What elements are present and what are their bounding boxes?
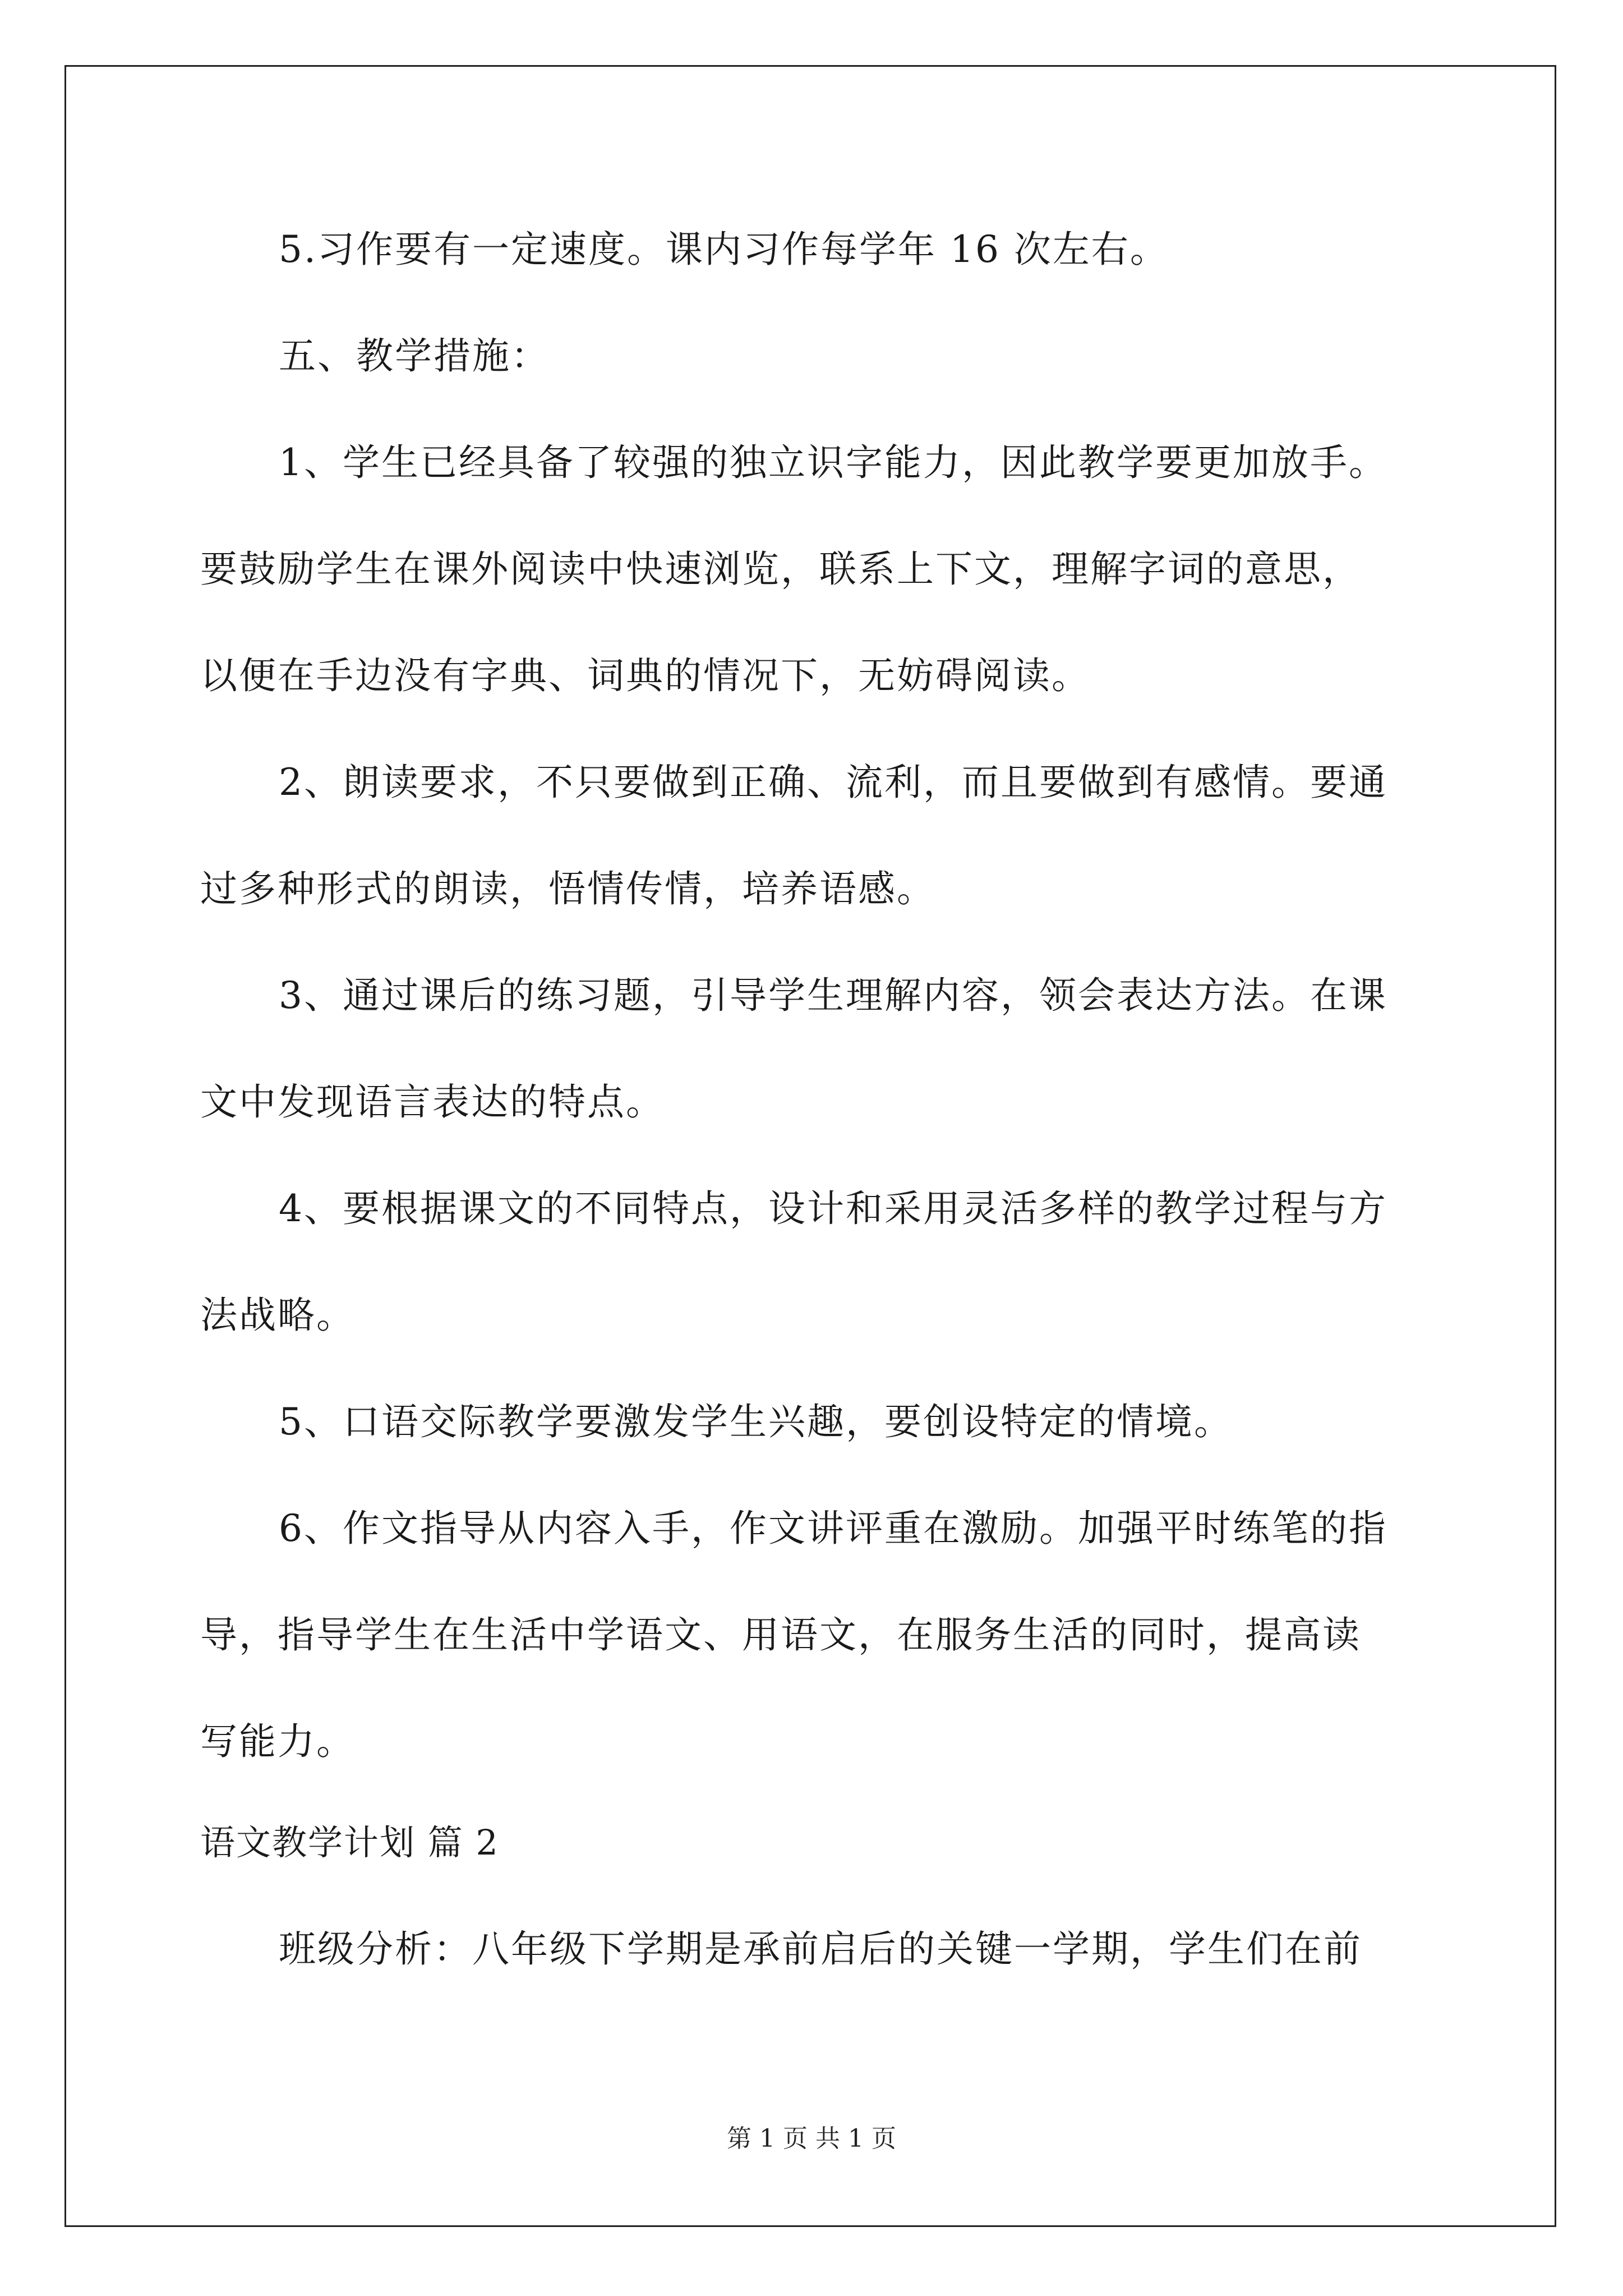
text-line: 1、学生已经具备了较强的独立识字能力，因此教学要更加放手。: [279, 441, 1387, 484]
section-heading-measures: 五、教学措施：: [279, 334, 550, 378]
text-line: 6、作文指导从内容入手，作文讲评重在激励。加强平时练笔的指: [279, 1507, 1387, 1550]
text-line: 要鼓励学生在课外阅读中快速浏览，联系上下文，理解字词的意思，: [200, 547, 1361, 591]
text-line: 5.习作要有一定速度。课内习作每学年 16 次左右。: [279, 228, 1169, 271]
section-title: 语文教学计划 篇 2: [200, 1822, 499, 1863]
text-line: 导，指导学生在生活中学语文、用语文，在服务生活的同时，提高读: [200, 1613, 1361, 1657]
text-line: 文中发现语言表达的特点。: [200, 1080, 665, 1124]
text-line: 2、朗读要求，不只要做到正确、流利，而且要做到有感情。要通: [279, 761, 1387, 804]
text-line: 5、口语交际教学要激发学生兴趣，要创设特定的情境。: [279, 1400, 1233, 1443]
text-line: 以便在手边没有字典、词典的情况下，无妨碍阅读。: [200, 654, 1090, 697]
page-border: [64, 65, 1556, 2227]
text-line: 3、通过课后的练习题，引导学生理解内容，领会表达方法。在课: [279, 974, 1387, 1017]
page-footer: 第 1 页 共 1 页: [727, 2124, 896, 2153]
text-line: 写能力。: [200, 1720, 355, 1763]
text-line: 法战略。: [200, 1294, 355, 1337]
text-line: 过多种形式的朗读，悟情传情，培养语感。: [200, 867, 935, 910]
text-line: 班级分析：八年级下学期是承前启后的关键一学期，学生们在前: [279, 1927, 1362, 1971]
text-line: 4、要根据课文的不同特点，设计和采用灵活多样的教学过程与方: [279, 1187, 1387, 1230]
